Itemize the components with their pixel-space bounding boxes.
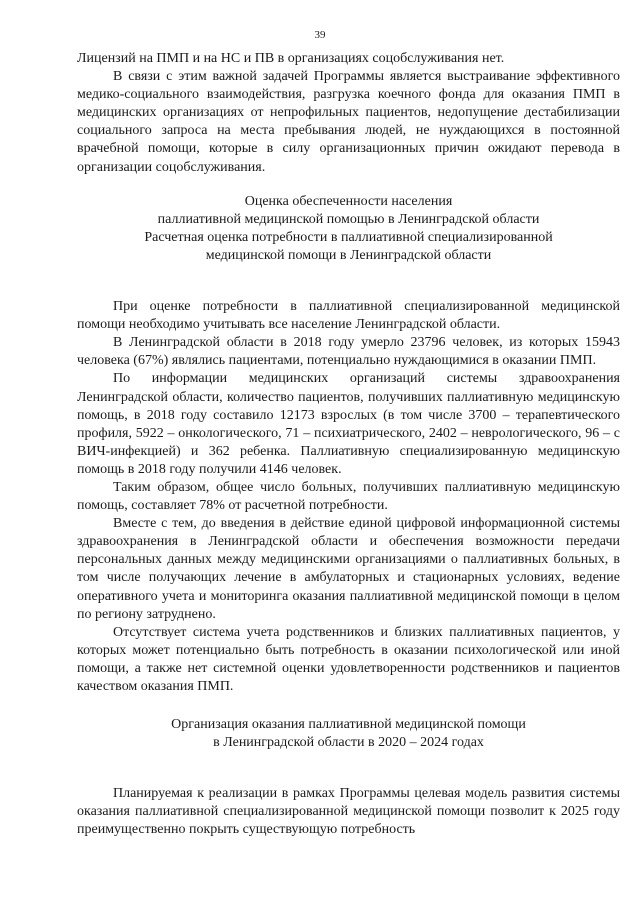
heading-line: в Ленинградской области в 2020 – 2024 годах <box>213 735 484 751</box>
paragraph: Планируемая к реализации в рамках Программы целевая модель развития системы оказания паллиативной специализированной медицинской помощи позволит к 2025 году преимущественно покрыть существующую потребность <box>77 786 620 838</box>
heading-line: медицинской помощи в Ленинградской области <box>205 247 492 263</box>
section-heading <box>77 193 620 265</box>
heading-line: Оценка обеспеченности населения <box>244 193 453 209</box>
paragraph: При оценке потребности в паллиативной специализированной медицинской помощи необходимо учитывать все население Ленинградской области. <box>77 299 620 333</box>
paragraph: В Ленинградской области в 2018 году умерло 23796 человек, из которых 15943 человека (67%) являлись пациентами, потенциально нуждающимися в оказании ПМП. <box>77 335 620 369</box>
heading-line: паллиативной медицинской помощью в Ленинградской области <box>157 211 540 227</box>
paragraph: Лицензий на ПМП и на НС и ПВ в организациях соцобслуживания нет. <box>77 51 505 66</box>
heading-line: Расчетная оценка потребности в паллиативной специализированной <box>144 229 553 245</box>
page-number: 39 <box>314 29 326 41</box>
paragraph: Таким образом, общее число больных, получивших паллиативную медицинскую помощь, составляет 78% от расчетной потребности. <box>77 479 620 514</box>
page-content <box>77 50 620 840</box>
paragraph: По информации медицинских организаций системы здравоохранения Ленинградской области, количество пациентов, получивших паллиативную медицинскую помощь, в 2018 году составило 12173 взрослых (в том числе 3700 – терапевтического профиля, 5922 – онкологического, 71 – психиатрического, 2402 – неврологического, 96 – с ВИЧ-инфекцией) и 362 ребенка. Паллиативную специализированную медицинскую помощь в 2018 году получили 4146 человек. <box>77 371 620 477</box>
paragraph: В связи с этим важной задачей Программы является выстраивание эффективного медико-социального взаимодействия, разгрузка коечного фонда для оказания ПМП в медицинских организациях от непрофильных пациентов, недопущение дестабилизации социального запроса на места пребывания людей, не нуждающихся в постоянной врачебной помощи, которые в силу организационных причин ожидают перевода в организации соцобслуживания. <box>77 69 620 175</box>
section-heading <box>77 716 620 752</box>
paragraph: Вместе с тем, до введения в действие единой цифровой информационной системы здравоохранения в Ленинградской области и обеспечения возможности передачи персональных данных между медицинскими организациями о паллиативных больных, в том числе получающих лечение в амбулаторных и стационарных условиях, ведение оперативного учета и мониторинга оказания паллиативной медицинской помощи в целом по региону затруднено. <box>77 516 620 622</box>
paragraph: Отсутствует система учета родственников и близких паллиативных пациентов, у которых может потенциально быть потребность в оказании психологической или иной помощи, а также нет системной оценки удовлетворенности родственников и пациентов качеством оказания ПМП. <box>77 624 620 694</box>
heading-line: Организация оказания паллиативной медицинской помощи <box>171 717 526 733</box>
